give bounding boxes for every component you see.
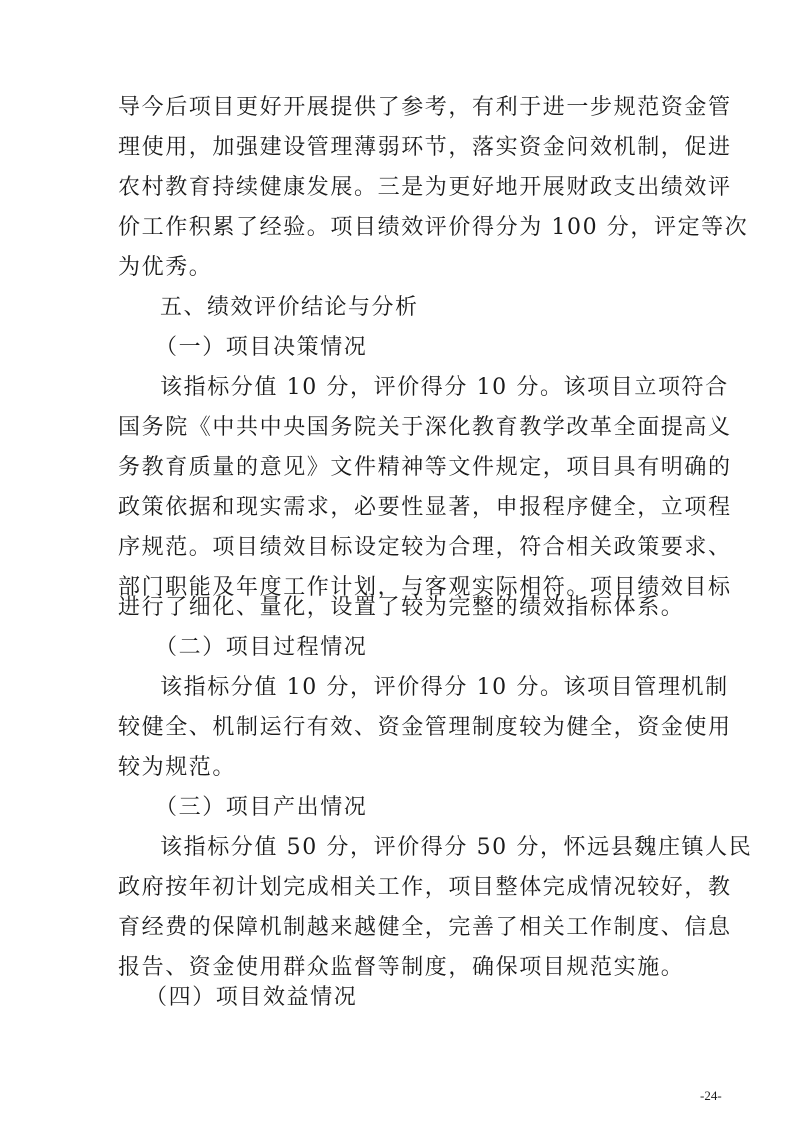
body-line: 为优秀。	[118, 255, 213, 280]
body-line: 导今后项目更好开展提供了参考，有利于进一步规范资金管	[118, 95, 732, 120]
body-line: 政策依据和现实需求，必要性显著，申报程序健全，立项程	[118, 495, 732, 520]
body-line: 该指标分值 50 分，评价得分 50 分，怀远县魏庄镇人民	[160, 835, 753, 860]
body-line: 部门职能及年度工作计划，与客观实际相符。项目绩效目标	[118, 575, 732, 600]
subsection-heading: （四）项目效益情况	[145, 985, 358, 1010]
body-line: 该指标分值 10 分，评价得分 10 分。该项目立项符合	[160, 375, 729, 400]
body-line: 政府按年初计划完成相关工作，项目整体完成情况较好，教	[118, 875, 732, 900]
body-line: 国务院《中共中央国务院关于深化教育教学改革全面提高义	[118, 415, 732, 440]
body-line: 序规范。项目绩效目标设定较为合理，符合相关政策要求、	[118, 535, 732, 560]
body-line: 价工作积累了经验。项目绩效评价得分为 100 分，评定等次	[118, 215, 749, 240]
body-line: 该指标分值 10 分，评价得分 10 分。该项目管理机制	[160, 675, 729, 700]
subsection-heading: （二）项目过程情况	[155, 635, 368, 660]
section-heading: 五、绩效评价结论与分析	[160, 295, 419, 320]
subsection-heading: （一）项目决策情况	[155, 335, 368, 360]
body-line: 农村教育持续健康发展。三是为更好地开展财政支出绩效评	[118, 175, 732, 200]
body-line: 较健全、机制运行有效、资金管理制度较为健全，资金使用	[118, 715, 732, 740]
page-number: -24-	[700, 1088, 722, 1103]
body-line: 务教育质量的意见》文件精神等文件规定，项目具有明确的	[118, 455, 732, 480]
subsection-heading: （三）项目产出情况	[155, 795, 368, 820]
body-line: 理使用，加强建设管理薄弱环节，落实资金问效机制，促进	[118, 135, 732, 160]
body-line: 报告、资金使用群众监督等制度，确保项目规范实施。	[118, 955, 685, 980]
body-line: 育经费的保障机制越来越健全，完善了相关工作制度、信息	[118, 915, 732, 940]
body-line: 较为规范。	[118, 755, 237, 780]
body-line: 进行了细化、量化，设置了较为完整的绩效指标体系。	[118, 595, 685, 620]
